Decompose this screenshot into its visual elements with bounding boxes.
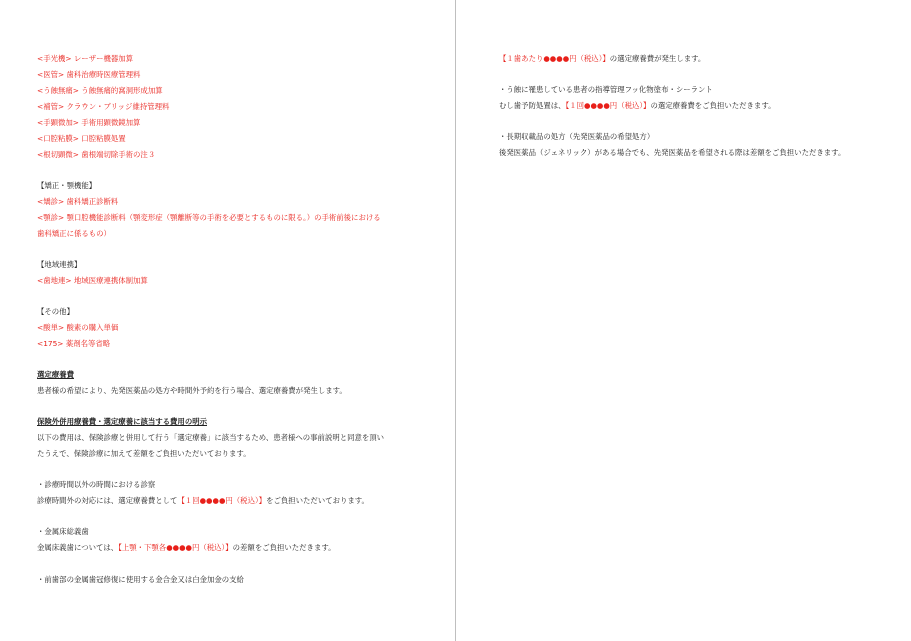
bullet-heading: ・長期収載品の処方（先発医薬品の希望処方） xyxy=(499,132,655,141)
price-text: 【１回●●●●円（税込）】 xyxy=(177,496,267,505)
section-heading: 【その他】 xyxy=(37,307,74,316)
right-page xyxy=(456,0,911,641)
text-segment: むし歯予防処置は、 xyxy=(499,101,566,110)
paragraph-line xyxy=(37,543,336,553)
price-text: 【１回●●●●円（税込）】 xyxy=(565,101,651,110)
code-line: <矯診> 歯科矯正診断料 xyxy=(37,197,119,206)
paragraph-line xyxy=(37,496,369,506)
code-line: <補管> クラウン・ブリッジ維持管理料 xyxy=(37,102,170,111)
left-page xyxy=(0,0,455,641)
paragraph-line: 後発医薬品（ジェネリック）がある場合でも、先発医薬品を希望される際は差額をご負担いただきます。 xyxy=(499,148,846,157)
text-segment: 診療時間外の対応には、選定療養費として xyxy=(37,496,178,505)
bullet-heading: ・金属床総義歯 xyxy=(37,527,89,536)
bullet-heading: ・診療時間以外の時間における診察 xyxy=(37,480,156,489)
paragraph-line: 患者様の希望により、先発医薬品の処方や時間外予約を行う場合、選定療養費が発生します。 xyxy=(37,386,347,395)
text-segment: をご負担いただいております。 xyxy=(266,496,369,505)
code-line: <顎診> 顎口腔機能診断料（顎変形症（顎離断等の手術を必要とするものに限る。）の手術前後における xyxy=(37,213,381,222)
code-line: <酸単> 酸素の購入単価 xyxy=(37,323,119,332)
code-line: <う蝕無痛> う蝕無痛的窩洞形成加算 xyxy=(37,86,163,95)
code-line: <手顕微加> 手術用顕微鏡加算 xyxy=(37,118,141,127)
code-line: <歯地連> 地域医療連携体制加算 xyxy=(37,276,148,285)
paragraph-line xyxy=(499,101,776,111)
text-segment: の差額をご負担いただきます。 xyxy=(232,543,336,552)
code-line: <医管> 歯科治療時医療管理料 xyxy=(37,70,141,79)
text-segment: 金属床義歯については、 xyxy=(37,543,119,552)
code-line: 歯科矯正に係るもの） xyxy=(37,229,111,238)
section-heading: 【矯正・顎機能】 xyxy=(37,181,97,190)
code-line: <口腔粘膜> 口腔粘膜処置 xyxy=(37,134,126,143)
code-line: <根切顕微> 歯根端切除手術の注３ xyxy=(37,150,156,159)
text-segment: の選定療養費をご負担いただきます。 xyxy=(650,101,776,110)
paragraph-line xyxy=(499,54,705,64)
bullet-heading: ・う蝕に罹患している患者の指導管理フッ化物塗布・シーラント xyxy=(499,85,713,94)
bullet-heading: ・前歯部の金属歯冠修復に使用する金合金又は白金加金の支給 xyxy=(37,575,244,584)
code-line: <175> 薬剤名等省略 xyxy=(37,339,111,348)
heading-senteiryoyohi: 選定療養費 xyxy=(37,370,74,379)
price-text: 【１歯あたり●●●●円（税込）】 xyxy=(499,54,610,63)
section-heading: 【地域連携】 xyxy=(37,260,82,269)
price-text: 【上顎・下顎各●●●●円（税込）】 xyxy=(118,543,233,552)
code-line: <手光機> レーザー機器加算 xyxy=(37,54,134,63)
text-segment: の選定療養費が発生します。 xyxy=(609,54,706,63)
heading-hokengai: 保険外併用療養費・選定療養に該当する費用の明示 xyxy=(37,417,207,426)
paragraph-line: たうえで、保険診療に加えて差額をご負担いただいております。 xyxy=(37,449,251,458)
paragraph-line: 以下の費用は、保険診療と併用して行う「選定療養」に該当するため、患者様への事前説明と同意を頂い xyxy=(37,433,385,442)
